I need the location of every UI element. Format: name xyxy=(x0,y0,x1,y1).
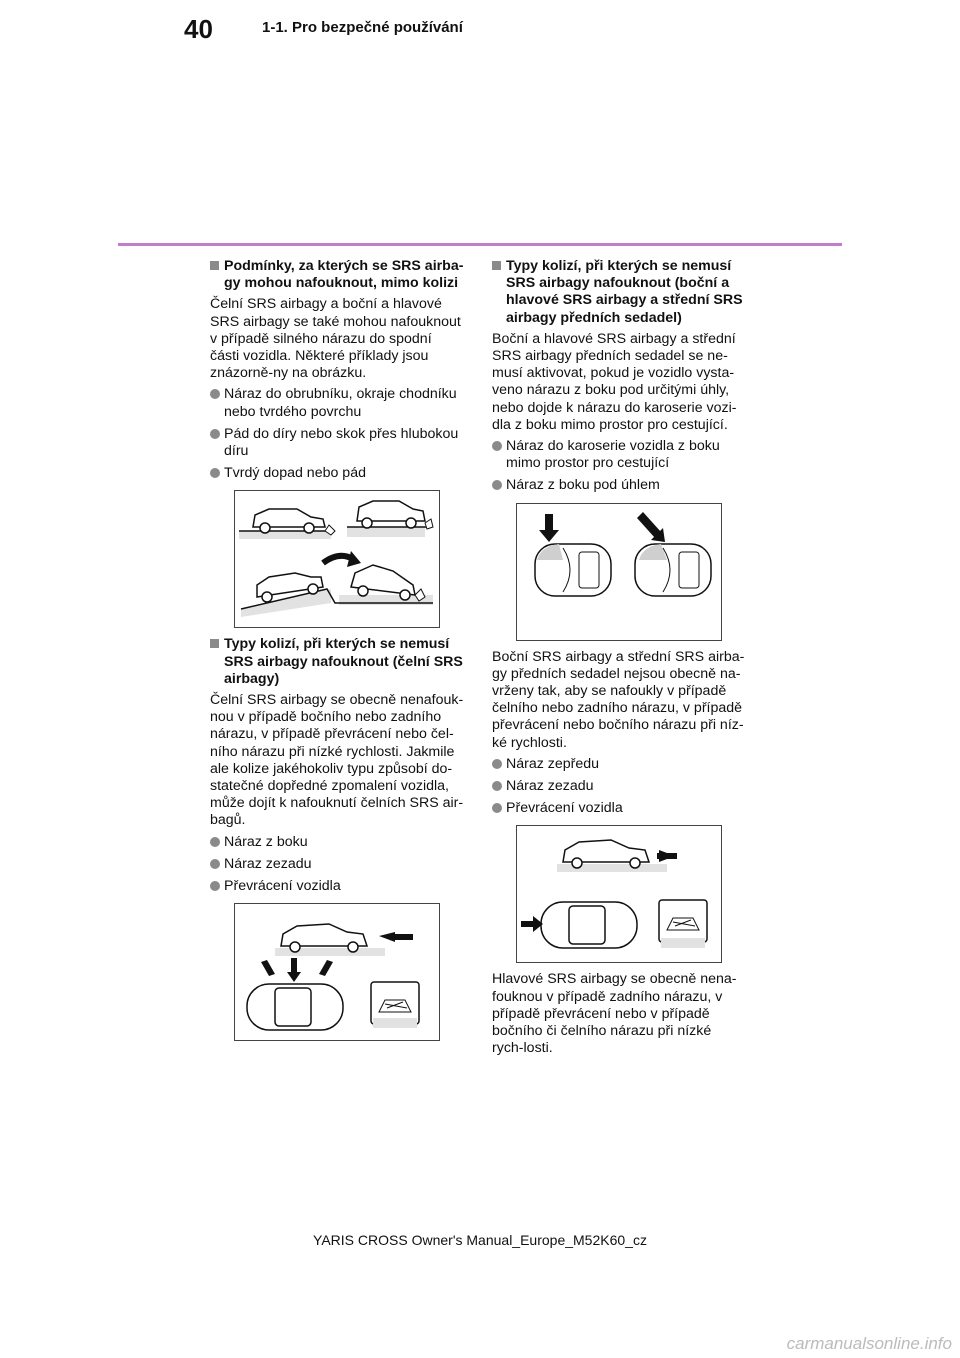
paragraph: Hlavové SRS airbagy se obecně nena-fouknou v případě zadního nárazu, v případě převrácení nebo v případě bočního či čelního nárazu při nízké rych-losti. xyxy=(492,971,737,1057)
bullet-text: Převrácení vozidla xyxy=(224,878,341,895)
heading-text: Typy kolizí, při kterých se nemusí SRS airbagy nafouknout (boční a hlavové SRS airbagy a střední SRS airbagy předních sedadel) xyxy=(506,258,743,326)
left-column xyxy=(210,258,464,1049)
bullet-item xyxy=(210,465,464,482)
paragraph: Boční a hlavové SRS airbagy a střední SRS airbagy předních sedadel se ne-musí aktivovat, pokud je vozidlo vysta-veno nárazu z boku pod určitými úhly, nebo dojde k nárazu do karoserie vozi-dla z boku mimo prostor pro cestující. xyxy=(492,330,737,433)
bullet-text: Náraz do obrubníku, okraje chodníku nebo tvrdého povrchu xyxy=(224,386,457,420)
bullet-item xyxy=(210,426,464,460)
round-bullet-icon xyxy=(492,803,502,813)
round-bullet-icon xyxy=(210,837,220,847)
round-bullet-icon xyxy=(210,468,220,478)
paragraph: Čelní SRS airbagy a boční a hlavové SRS airbagy se také mohou nafouknout v případě silného nárazu do spodní části vozidla. Některé příklady jsou znázorně-ny na obrázku. xyxy=(210,296,461,382)
footer-manual-id: YARIS CROSS Owner's Manual_Europe_M52K60_cz xyxy=(313,1232,647,1248)
round-bullet-icon xyxy=(492,441,502,451)
paragraph: Čelní SRS airbagy se obecně nenafouk-nou v případě bočního nebo zadního nárazu, v případě převrácení nebo čel-ního nárazu při nízké rychlosti. Jakmile ale kolize jakéhokoliv typu způsobí do-statečné dopředné zpomalení vozidla, může dojít k nafouknutí čelních SRS air-bagů. xyxy=(210,692,464,829)
square-bullet-icon xyxy=(492,261,501,270)
figure-side-rear-rollover xyxy=(234,903,440,1041)
bullet-item xyxy=(210,834,464,851)
watermark: carmanualsonline.info xyxy=(786,1334,952,1353)
side-impact-illustration xyxy=(517,504,721,640)
bullet-item xyxy=(492,756,746,773)
bullet-item xyxy=(492,800,746,817)
bullet-item xyxy=(492,477,746,494)
heading-text: Typy kolizí, při kterých se nemusí SRS airbagy nafouknout (čelní SRS airbagy) xyxy=(224,636,463,687)
heading-side-curtain-cases xyxy=(492,258,746,327)
round-bullet-icon xyxy=(492,759,502,769)
bullet-text: Náraz zezadu xyxy=(506,778,594,795)
bullet-item xyxy=(210,856,464,873)
figure-side-angle-impacts xyxy=(516,503,722,641)
bullet-text: Náraz zezadu xyxy=(224,855,312,872)
heading-front-airbag-cases xyxy=(210,636,464,688)
bullet-item xyxy=(492,438,746,472)
collision-types-illustration xyxy=(235,904,439,1040)
bullet-text: Převrácení vozidla xyxy=(506,800,623,817)
car-impact-illustration xyxy=(235,491,439,627)
bullet-text: Tvrdý dopad nebo pád xyxy=(224,465,366,482)
round-bullet-icon xyxy=(210,881,220,891)
bullet-text: Náraz do karoserie vozidla z boku mimo prostor pro cestující xyxy=(506,438,720,472)
round-bullet-icon xyxy=(210,859,220,869)
bullet-item xyxy=(210,386,464,420)
figure-undercarriage-impacts xyxy=(234,490,440,628)
paragraph: Boční SRS airbagy a střední SRS airba-gy předních sedadel nejsou obecně na-vrženy tak, aby se nafoukly v případě čelního nebo zadního nárazu, v případě převrácení nebo bočního nárazu při níz-ké rychlosti. xyxy=(492,648,745,751)
bullet-text: Náraz z boku xyxy=(224,833,308,850)
round-bullet-icon xyxy=(492,480,502,490)
square-bullet-icon xyxy=(210,639,219,648)
header-rule xyxy=(118,243,842,246)
square-bullet-icon xyxy=(210,261,219,270)
heading-text: Podmínky, za kterých se SRS airba-gy mohou nafouknout, mimo kolizi xyxy=(224,258,464,292)
right-column xyxy=(492,258,746,1061)
section-title: 1-1. Pro bezpečné používání xyxy=(262,19,463,36)
heading-non-collision xyxy=(210,258,464,292)
round-bullet-icon xyxy=(210,429,220,439)
round-bullet-icon xyxy=(492,781,502,791)
round-bullet-icon xyxy=(210,389,220,399)
bullet-text: Pád do díry nebo skok přes hlubokou díru xyxy=(224,425,459,460)
figure-front-rear-rollover xyxy=(516,825,722,963)
page-number: 40 xyxy=(184,14,213,44)
bullet-text: Náraz z boku pod úhlem xyxy=(506,477,660,494)
bullet-text: Náraz zepředu xyxy=(506,755,600,772)
front-rear-rollover-illustration xyxy=(517,826,721,962)
bullet-item xyxy=(210,878,464,895)
bullet-item xyxy=(492,778,746,795)
